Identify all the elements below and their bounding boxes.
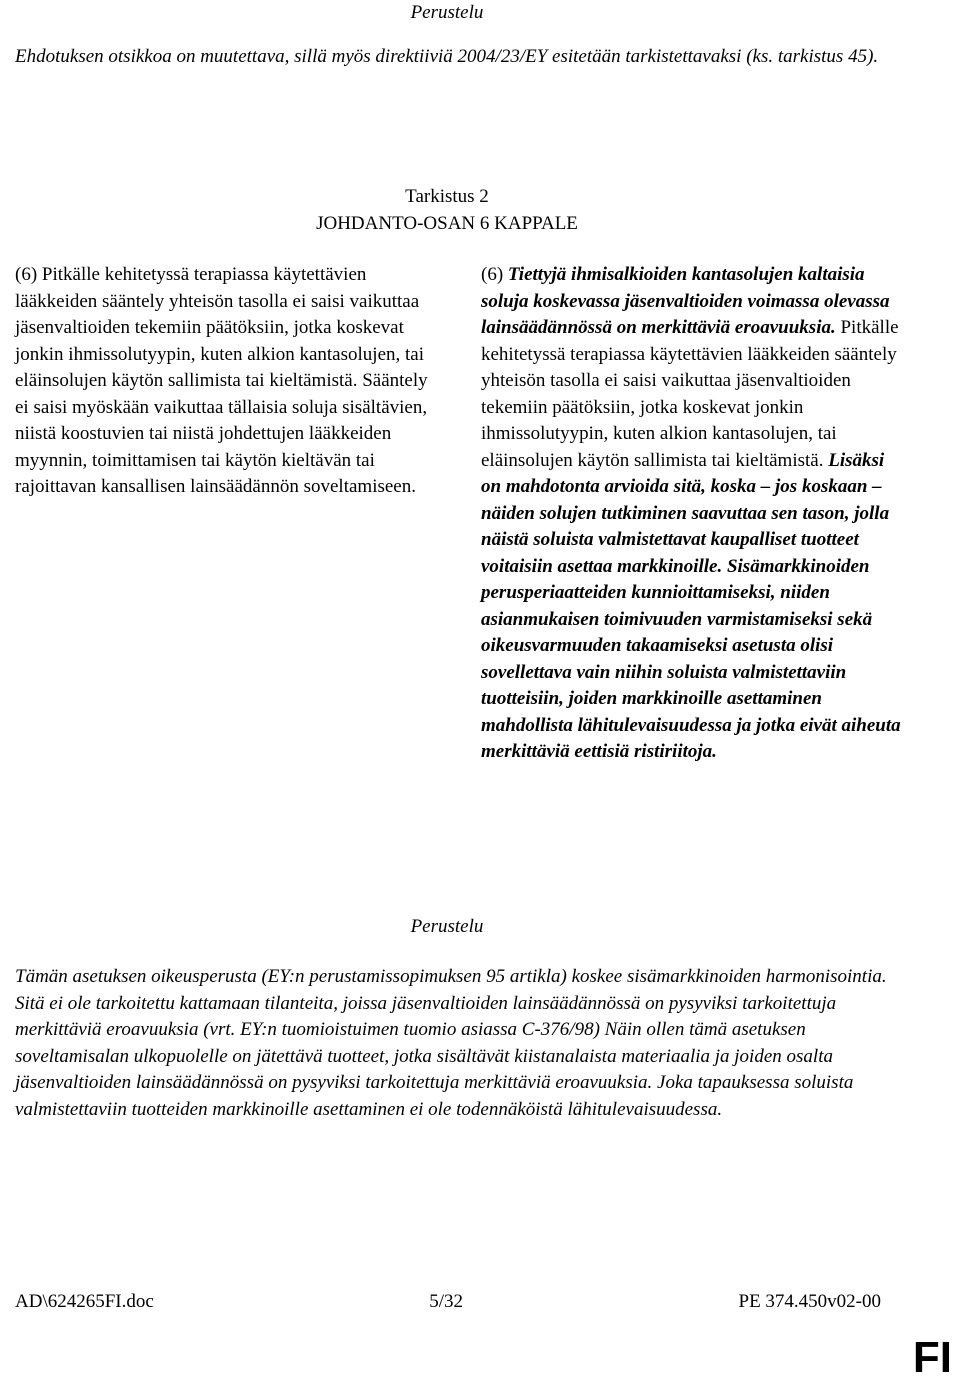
amendment-text-unchanged: Pitkälle kehitetyssä terapiassa käytettävien lääkkeiden sääntely yhteisön tasolla ei saisi vaikuttaa jäsenvaltioiden tekemiin päätöksiin, jotka koskevat jonkin ihmissolutyypin, kuten alkion kantasolujen, tai eläinsolujen käytön sallimista tai kieltämistä.	[481, 317, 899, 471]
justification-text-top: Ehdotuksen otsikkoa on muutettava, sillä myös direktiiviä 2004/23/EY esitetään tarkistettavaksi (ks. tarkistus 45).	[15, 46, 879, 67]
justification-text-bottom: Tämän asetuksen oikeusperusta (EY:n perustamissopimuksen 95 artikla) koskee sisämarkkinoiden harmonisointia. Sitä ei ole tarkoitettu kattamaan tilanteita, joissa jäsenvaltioiden lainsäädännössä on pysyviksi tarkoitettuja merkittäviä eroavuuksia (vrt. EY:n tuomioistuimen tuomio asiassa C-376/98) Näin ollen tämä asetuksen soveltamisalan ulkopuolelle on jätettävä tuotteet, jotka sisältävät kiistanalaista materiaalia ja joiden osalta jäsenvaltioiden lainsäädännössä on pysyviksi tarkoitettuja merkittäviä eroavuuksia. Joka tapauksessa soluista valmistettaviin tuotteiden markkinoille asettaminen ei ole todennäköistä lähitulevaisuudessa.	[15, 966, 887, 1120]
amendment-text-added-2: Lisäksi on mahdotonta arvioida sitä, koska – jos koskaan – näiden solujen tutkiminen saavuttaa sen tason, jolla näistä soluista valmistettavat kaupalliset tuotteet voitaisiin asettaa markkinoille. Sisämarkkinoiden perusperiaatteiden kunnioittamiseksi, niiden asianmukaisen toimivuuden varmistamiseksi sekä oikeusvarmuuden takaamiseksi asetusta olisi sovellettava vain niihin soluista valmistettaviin tuotteisiin, joiden markkinoille asettaminen mahdollista lähitulevaisuudessa ja jotka eivät aiheuta merkittäviä eettisiä ristiriitoja.	[481, 449, 901, 762]
language-code: FI	[912, 1333, 952, 1382]
amendment-text-prefix: (6)	[481, 264, 508, 285]
commission-text-column: (6) Pitkälle kehitetyssä terapiassa käytettävien lääkkeiden sääntely yhteisön tasolla ei saisi vaikuttaa jäsenvaltioiden tekemiin päätöksiin, jotka koskevat jonkin ihmissolutyypin, kuten alkion kantasolujen, tai eläinsolujen käytön sallimista tai kieltämistä. Sääntely ei saisi myöskään vaikuttaa tällaisia soluja sisältävien, niistä koostuvien tai niistä johdettujen lääkkeiden myynnin, toimittamisen tai käytön kieltävän tai rajoittavan kansallisen lainsäädännön soveltamiseen.	[15, 264, 428, 497]
amendment-target: JOHDANTO-OSAN 6 KAPPALE	[316, 212, 578, 234]
amendment-number: Tarkistus 2	[405, 186, 489, 207]
justification-heading-bottom: Perustelu	[410, 916, 484, 937]
amendment-text-added-1: Tiettyjä ihmisalkioiden kantasolujen kaltaisia soluja koskevassa jäsenvaltioiden voimassa olevassa lainsäädännössä on merkittäviä eroavuuksia.	[481, 264, 890, 338]
amendment-header	[0, 184, 894, 237]
pe-reference: PE 374.450v02-00	[738, 1291, 881, 1312]
document-reference: AD\624265FI.doc	[15, 1291, 154, 1312]
justification-heading-top: Perustelu	[410, 2, 484, 23]
amendment-text-column	[481, 262, 906, 766]
page-footer	[15, 1289, 881, 1316]
page-number: 5/32	[429, 1291, 464, 1312]
